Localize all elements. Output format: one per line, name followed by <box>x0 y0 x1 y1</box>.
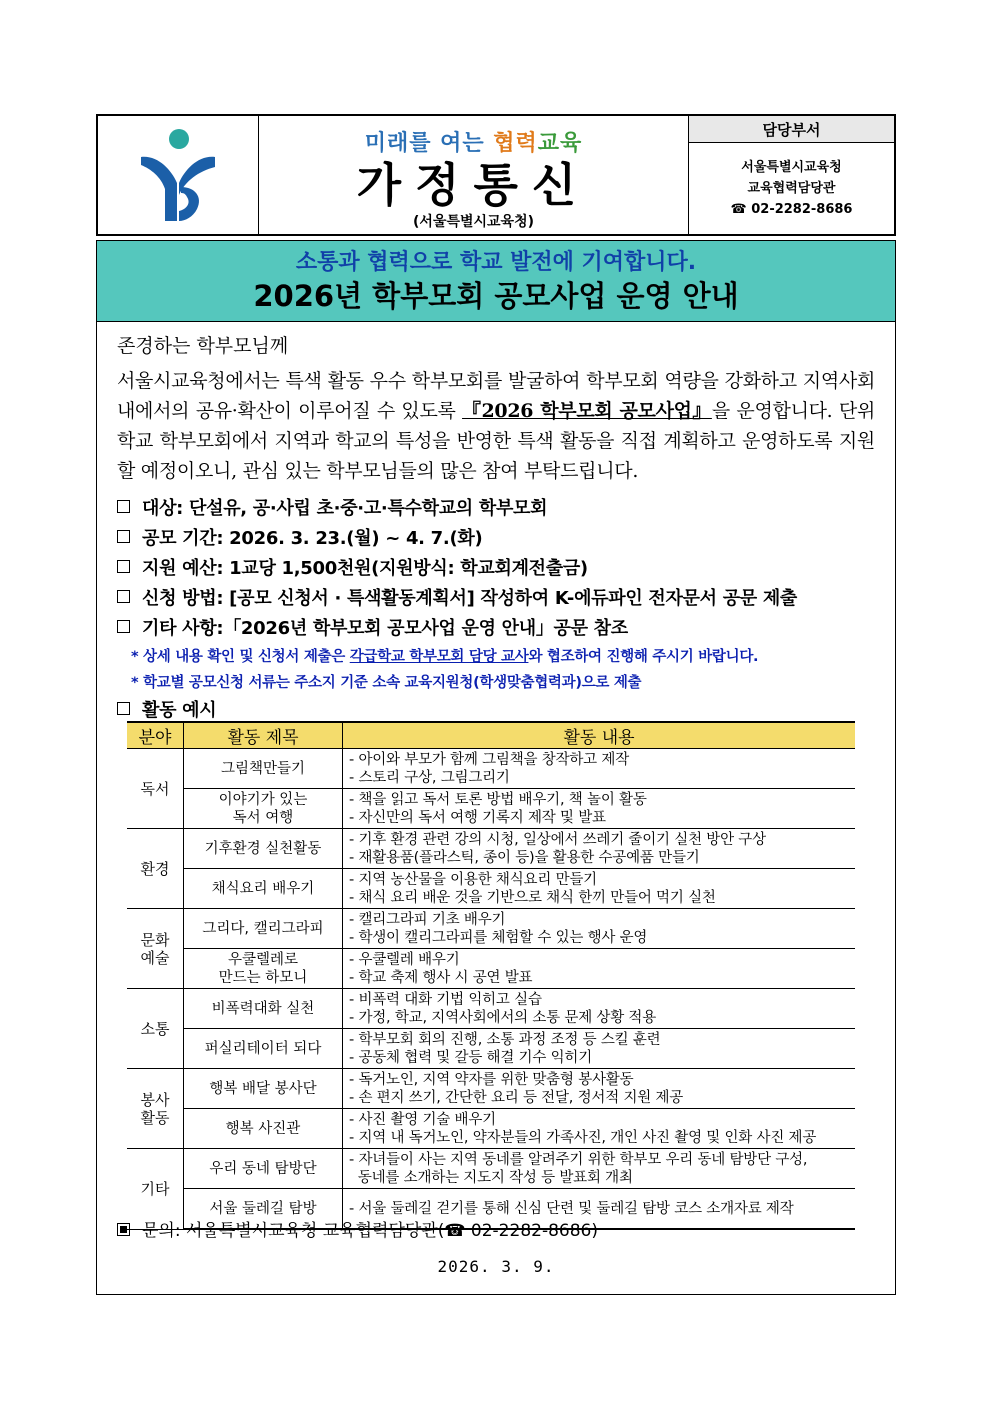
note-2: * 학교별 공모신청 서류는 주소지 기준 소속 교육지원청(학생맞춤협력과)으로 제출 <box>131 675 642 691</box>
header-content: 활동 내용 <box>343 722 856 749</box>
table-row <box>127 1149 855 1189</box>
activity-table <box>127 721 855 1230</box>
activity-title-cell: 퍼실리테이터 되다 <box>184 1029 343 1069</box>
info-item <box>117 494 875 524</box>
activity-title-cell: 행복 배달 봉사단 <box>184 1069 343 1109</box>
activity-content-line: 동네를 소개하는 지도지 작성 등 발표회 개최 <box>349 1169 633 1186</box>
activity-title-cell: 이야기가 있는 독서 여행 <box>184 789 343 829</box>
checkbox-bullet-icon <box>117 500 130 513</box>
banner-title: 2026년 학부모회 공모사업 운영 안내 <box>253 279 739 313</box>
letter-content <box>97 332 895 726</box>
activity-title-cell: 그리다, 캘리그라피 <box>184 909 343 949</box>
activity-content-line: - 아이와 부모가 함께 그림책을 창작하고 제작 <box>349 751 630 768</box>
activity-content-line: - 가정, 학교, 지역사회에서의 소통 문제 상황 적용 <box>349 1009 657 1026</box>
activity-content-cell <box>343 749 856 789</box>
issuing-organization: (서울특별시교육청) <box>413 214 534 230</box>
document-title: 가정통신 <box>356 158 591 212</box>
field-cell: 소통 <box>127 989 184 1069</box>
intro-text-after: 을 운영합니다. 단위 학교 학부모회에서 지역과 학교의 특성을 반영한 특색 활동을 직접 계획하고 운영하도록 지원할 예정이오니, 관심 있는 학부모님들의 많은 참여 부탁드립니다. <box>117 400 875 482</box>
activity-title-cell: 비폭력대화 실천 <box>184 989 343 1029</box>
slogan-part-2: 협력 <box>493 131 538 156</box>
info-item-text: 지원 예산: 1교당 1,500천원(지원방식: 학교회계전출금) <box>142 558 588 579</box>
activity-content-line: - 비폭력 대화 기법 익히고 실습 <box>349 991 542 1008</box>
activity-content-line: - 우쿨렐레 배우기 <box>349 951 460 968</box>
info-item <box>117 554 875 584</box>
note-1-before: * 상세 내용 확인 및 신청서 제출은 <box>131 649 350 665</box>
activity-content-line: - 서울 둘레길 걷기를 통해 신심 단련 및 둘레길 탐방 코스 소개자료 제작 <box>349 1200 794 1217</box>
title-cell <box>259 116 689 234</box>
activity-content-cell <box>343 989 856 1029</box>
note-1-underlined: 각급학교 학부모회 담당 교사 <box>349 649 529 665</box>
checkbox-bullet-icon <box>117 702 130 715</box>
activity-title-cell: 그림책만들기 <box>184 749 343 789</box>
activity-content-line: - 학부모회 회의 진행, 소통 과정 조정 등 스킬 훈련 <box>349 1031 661 1048</box>
table-row <box>127 829 855 869</box>
checkbox-bullet-icon <box>117 560 130 573</box>
slogan-part-3: 교육 <box>537 131 583 156</box>
activity-content-line: - 채식 요리 배운 것을 기반으로 채식 한끼 만들어 먹기 실천 <box>349 889 716 906</box>
department-info <box>689 143 894 234</box>
activity-title-cell: 기후환경 실천활동 <box>184 829 343 869</box>
info-item-text: 신청 방법: [공모 신청서 · 특색활동계획서] 작성하여 K-에듀파인 전자문서 공문 제출 <box>142 588 798 609</box>
table-row <box>127 749 855 789</box>
activity-content-cell <box>343 949 856 989</box>
activity-content-line: - 지역 내 독거노인, 약자분들의 가족사진, 개인 사진 촬영 및 인화 사진 제공 <box>349 1129 817 1146</box>
activity-content-line: - 캘리그라피 기초 배우기 <box>349 911 506 928</box>
field-cell: 환경 <box>127 829 184 909</box>
checkbox-bullet-icon <box>117 530 130 543</box>
info-item-text: 대상: 단설유, 공·사립 초·중·고·특수학교의 학부모회 <box>142 498 548 519</box>
activity-content-cell <box>343 789 856 829</box>
activity-content-line: - 책을 읽고 독서 토론 방법 배우기, 책 놀이 활동 <box>349 791 647 808</box>
activity-content-cell <box>343 909 856 949</box>
activity-content-cell <box>343 1029 856 1069</box>
activity-content-line: - 재활용품(플라스틱, 종이 등)을 활용한 수공예품 만들기 <box>349 849 700 866</box>
table-row <box>127 789 855 829</box>
info-list <box>117 494 875 726</box>
header-title: 활동 제목 <box>184 722 343 749</box>
department-phone: ☎ 02-2282-8686 <box>730 202 853 217</box>
field-cell: 기타 <box>127 1149 184 1230</box>
activity-content-line: - 손 편지 쓰기, 간단한 요리 등 전달, 정서적 지원 제공 <box>349 1089 684 1106</box>
field-cell: 독서 <box>127 749 184 829</box>
activity-content-cell <box>343 869 856 909</box>
activity-content-line: - 학교 축제 행사 시 공연 발표 <box>349 969 533 986</box>
greeting: 존경하는 학부모님께 <box>117 335 289 357</box>
letter-header <box>96 114 896 236</box>
table-row <box>127 1109 855 1149</box>
activity-content-cell <box>343 1069 856 1109</box>
activity-content-cell <box>343 1109 856 1149</box>
intro-paragraph <box>117 366 875 486</box>
activity-content-line: - 학생이 캘리그라피를 체험할 수 있는 행사 운영 <box>349 929 648 946</box>
department-division: 교육협력담당관 <box>747 181 836 196</box>
seoul-education-logo-icon <box>135 125 221 225</box>
table-row <box>127 989 855 1029</box>
department-label: 담당부서 <box>689 116 894 143</box>
activity-title-cell: 행복 사진관 <box>184 1109 343 1149</box>
department-cell <box>689 116 894 234</box>
header-field: 분야 <box>127 722 184 749</box>
checkbox-bullet-icon <box>117 620 130 633</box>
activity-content-line: - 스토리 구상, 그림그리기 <box>349 769 510 786</box>
table-row <box>127 1029 855 1069</box>
field-cell: 문화 예술 <box>127 909 184 989</box>
table-row <box>127 949 855 989</box>
department-office: 서울특별시교육청 <box>741 160 842 175</box>
note-1-after: 와 협조하여 진행해 주시기 바랍니다. <box>528 649 759 665</box>
activity-content-line: - 사진 촬영 기술 배우기 <box>349 1111 496 1128</box>
contact-line <box>117 1216 598 1241</box>
activity-title-cell: 채식요리 배우기 <box>184 869 343 909</box>
info-item <box>117 524 875 554</box>
contact-text: 문의: 서울특별시교육청 교육협력담당관(☎ 02-2282-8686) <box>142 1221 598 1241</box>
logo-cell <box>98 116 259 234</box>
info-item-text: 기타 사항:「2026년 학부모회 공모사업 운영 안내」공문 참조 <box>142 618 628 639</box>
activity-title-cell: 서울 둘레길 탐방 <box>184 1189 343 1230</box>
table-row <box>127 869 855 909</box>
activity-title-cell: 우쿨렐레로 만드는 하모니 <box>184 949 343 989</box>
activity-content-line: - 독거노인, 지역 약자를 위한 맞춤형 봉사활동 <box>349 1071 634 1088</box>
activity-content-line: - 공동체 협력 및 갈등 해결 기수 익히기 <box>349 1049 592 1066</box>
activity-content-line: - 자녀들이 사는 지역 동네를 알려주기 위한 학부모 우리 동네 탐방단 구성, <box>349 1151 808 1168</box>
activity-content-line: - 기후 환경 관련 강의 시청, 일상에서 쓰레기 줄이기 실천 방안 구상 <box>349 831 766 848</box>
field-cell: 봉사 활동 <box>127 1069 184 1149</box>
activity-title-cell: 우리 동네 탐방단 <box>184 1149 343 1189</box>
activity-content-line: - 지역 농산물을 이용한 채식요리 만들기 <box>349 871 597 888</box>
activity-content-cell <box>343 829 856 869</box>
note-1 <box>117 644 875 670</box>
banner-subtitle: 소통과 협력으로 학교 발전에 기여합니다. <box>295 250 697 275</box>
table-header-row <box>127 722 855 749</box>
checkbox-bullet-icon <box>117 590 130 603</box>
slogan <box>259 126 688 157</box>
intro-text-before: 서울시교육청에서는 특색 활동 우수 학부모회를 발굴하여 학부모회 역량을 강화하고 지역사회 내에서의 공유·확산이 이루어질 수 있도록 <box>117 370 875 422</box>
slogan-part-1: 미래를 여는 <box>364 131 494 156</box>
filled-square-bullet-icon <box>117 1223 130 1236</box>
examples-label: 활동 예시 <box>142 700 217 721</box>
title-banner <box>97 241 895 322</box>
table-row <box>127 1069 855 1109</box>
info-item-text: 공모 기간: 2026. 3. 23.(월) ~ 4. 7.(화) <box>142 528 483 549</box>
intro-emphasis: 『2026 학부모회 공모사업』 <box>462 400 712 422</box>
activity-content-cell <box>343 1149 856 1189</box>
info-item <box>117 614 875 644</box>
table-row <box>127 909 855 949</box>
issue-date: 2026. 3. 9. <box>437 1257 555 1276</box>
info-item <box>117 584 875 614</box>
activity-content-line: - 자신만의 독서 여행 기록지 제작 및 발표 <box>349 809 606 826</box>
letter-body <box>96 240 896 1295</box>
